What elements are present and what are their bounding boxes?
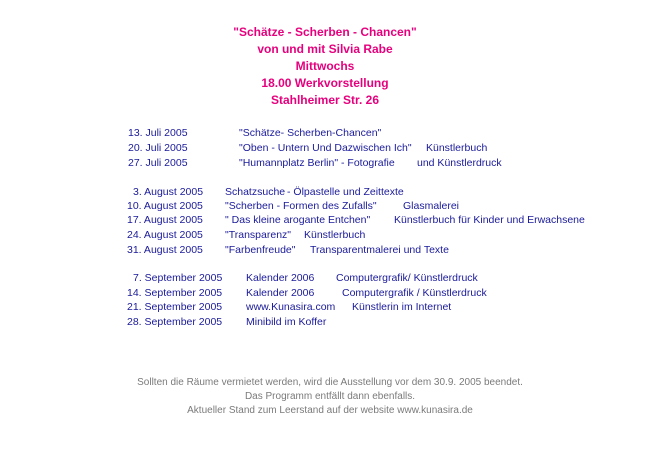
entry-title: www.Kunasira.com	[246, 301, 336, 313]
entry-desc: Transparentmalerei und Texte	[310, 244, 449, 256]
entry-title: Kalender 2006	[246, 287, 315, 299]
exhibition-title: "Schätze - Scherben - Chancen"	[233, 25, 417, 39]
entry-title: Minibild im Koffer	[246, 316, 327, 328]
weekday-line: Mittwochs	[295, 59, 355, 73]
entry-date: 31. August 2005	[127, 244, 203, 256]
entry-desc: Künstlerin im Internet	[352, 301, 452, 313]
footnote-line: Sollten die Räume vermietet werden, wird die Ausstellung vor dem 30.9. 2005 beendet.	[137, 377, 523, 388]
entry-desc: - Ölpastelle und Zeittexte	[287, 186, 404, 198]
time-line: 18.00 Werkvorstellung	[261, 76, 389, 90]
entry-title: "Farbenfreude"	[225, 244, 296, 256]
entry-desc: Künstlerbuch für Kinder und Erwachsene	[394, 214, 585, 226]
address-line: Stahlheimer Str. 26	[270, 93, 380, 107]
footnote-line: Das Programm entfällt dann ebenfalls.	[244, 391, 416, 402]
entry-date: 27. Juli 2005	[128, 157, 188, 169]
entry-date: 17. August 2005	[127, 214, 203, 226]
entry-desc: Computergrafik / Künstlerdruck	[342, 287, 487, 299]
entry-desc: Künstlerbuch	[304, 229, 366, 241]
entry-desc: Glasmalerei	[403, 200, 460, 212]
entry-date: 14. September 2005	[127, 287, 223, 299]
entry-date: 3. August 2005	[133, 186, 204, 198]
entry-date: 21. September 2005	[127, 301, 223, 313]
program-header	[200, 24, 450, 109]
entry-date: 10. August 2005	[127, 200, 203, 212]
entry-desc: Künstlerbuch	[426, 142, 488, 154]
artist-line: von und mit Silvia Rabe	[257, 42, 393, 56]
entry-date: 13. Juli 2005	[128, 127, 188, 139]
program-footnote	[100, 376, 560, 418]
entry-desc: und Künstlerdruck	[417, 157, 502, 169]
entry-title: Kalender 2006	[246, 272, 315, 284]
entry-date: 20. Juli 2005	[128, 142, 188, 154]
entry-title: "Humannplatz Berlin" - Fotografie	[239, 157, 395, 169]
entry-title: "Oben - Untern Und Dazwischen Ich"	[239, 142, 412, 154]
entry-date: 7. September 2005	[133, 272, 223, 284]
entry-title: " Das kleine arogante Entchen"	[225, 214, 371, 226]
entry-title: Schatzsuche	[225, 186, 286, 198]
footnote-line: Aktueller Stand zum Leerstand auf der website www.kunasira.de	[187, 405, 473, 416]
entry-title: "Transparenz"	[225, 229, 292, 241]
entry-desc: Computergrafik/ Künstlerdruck	[336, 272, 478, 284]
entry-date: 28. September 2005	[127, 316, 223, 328]
entry-title: "Scherben - Formen des Zufalls"	[225, 200, 377, 212]
entry-title: "Schätze- Scherben-Chancen"	[239, 127, 382, 139]
entry-date: 24. August 2005	[127, 229, 203, 241]
